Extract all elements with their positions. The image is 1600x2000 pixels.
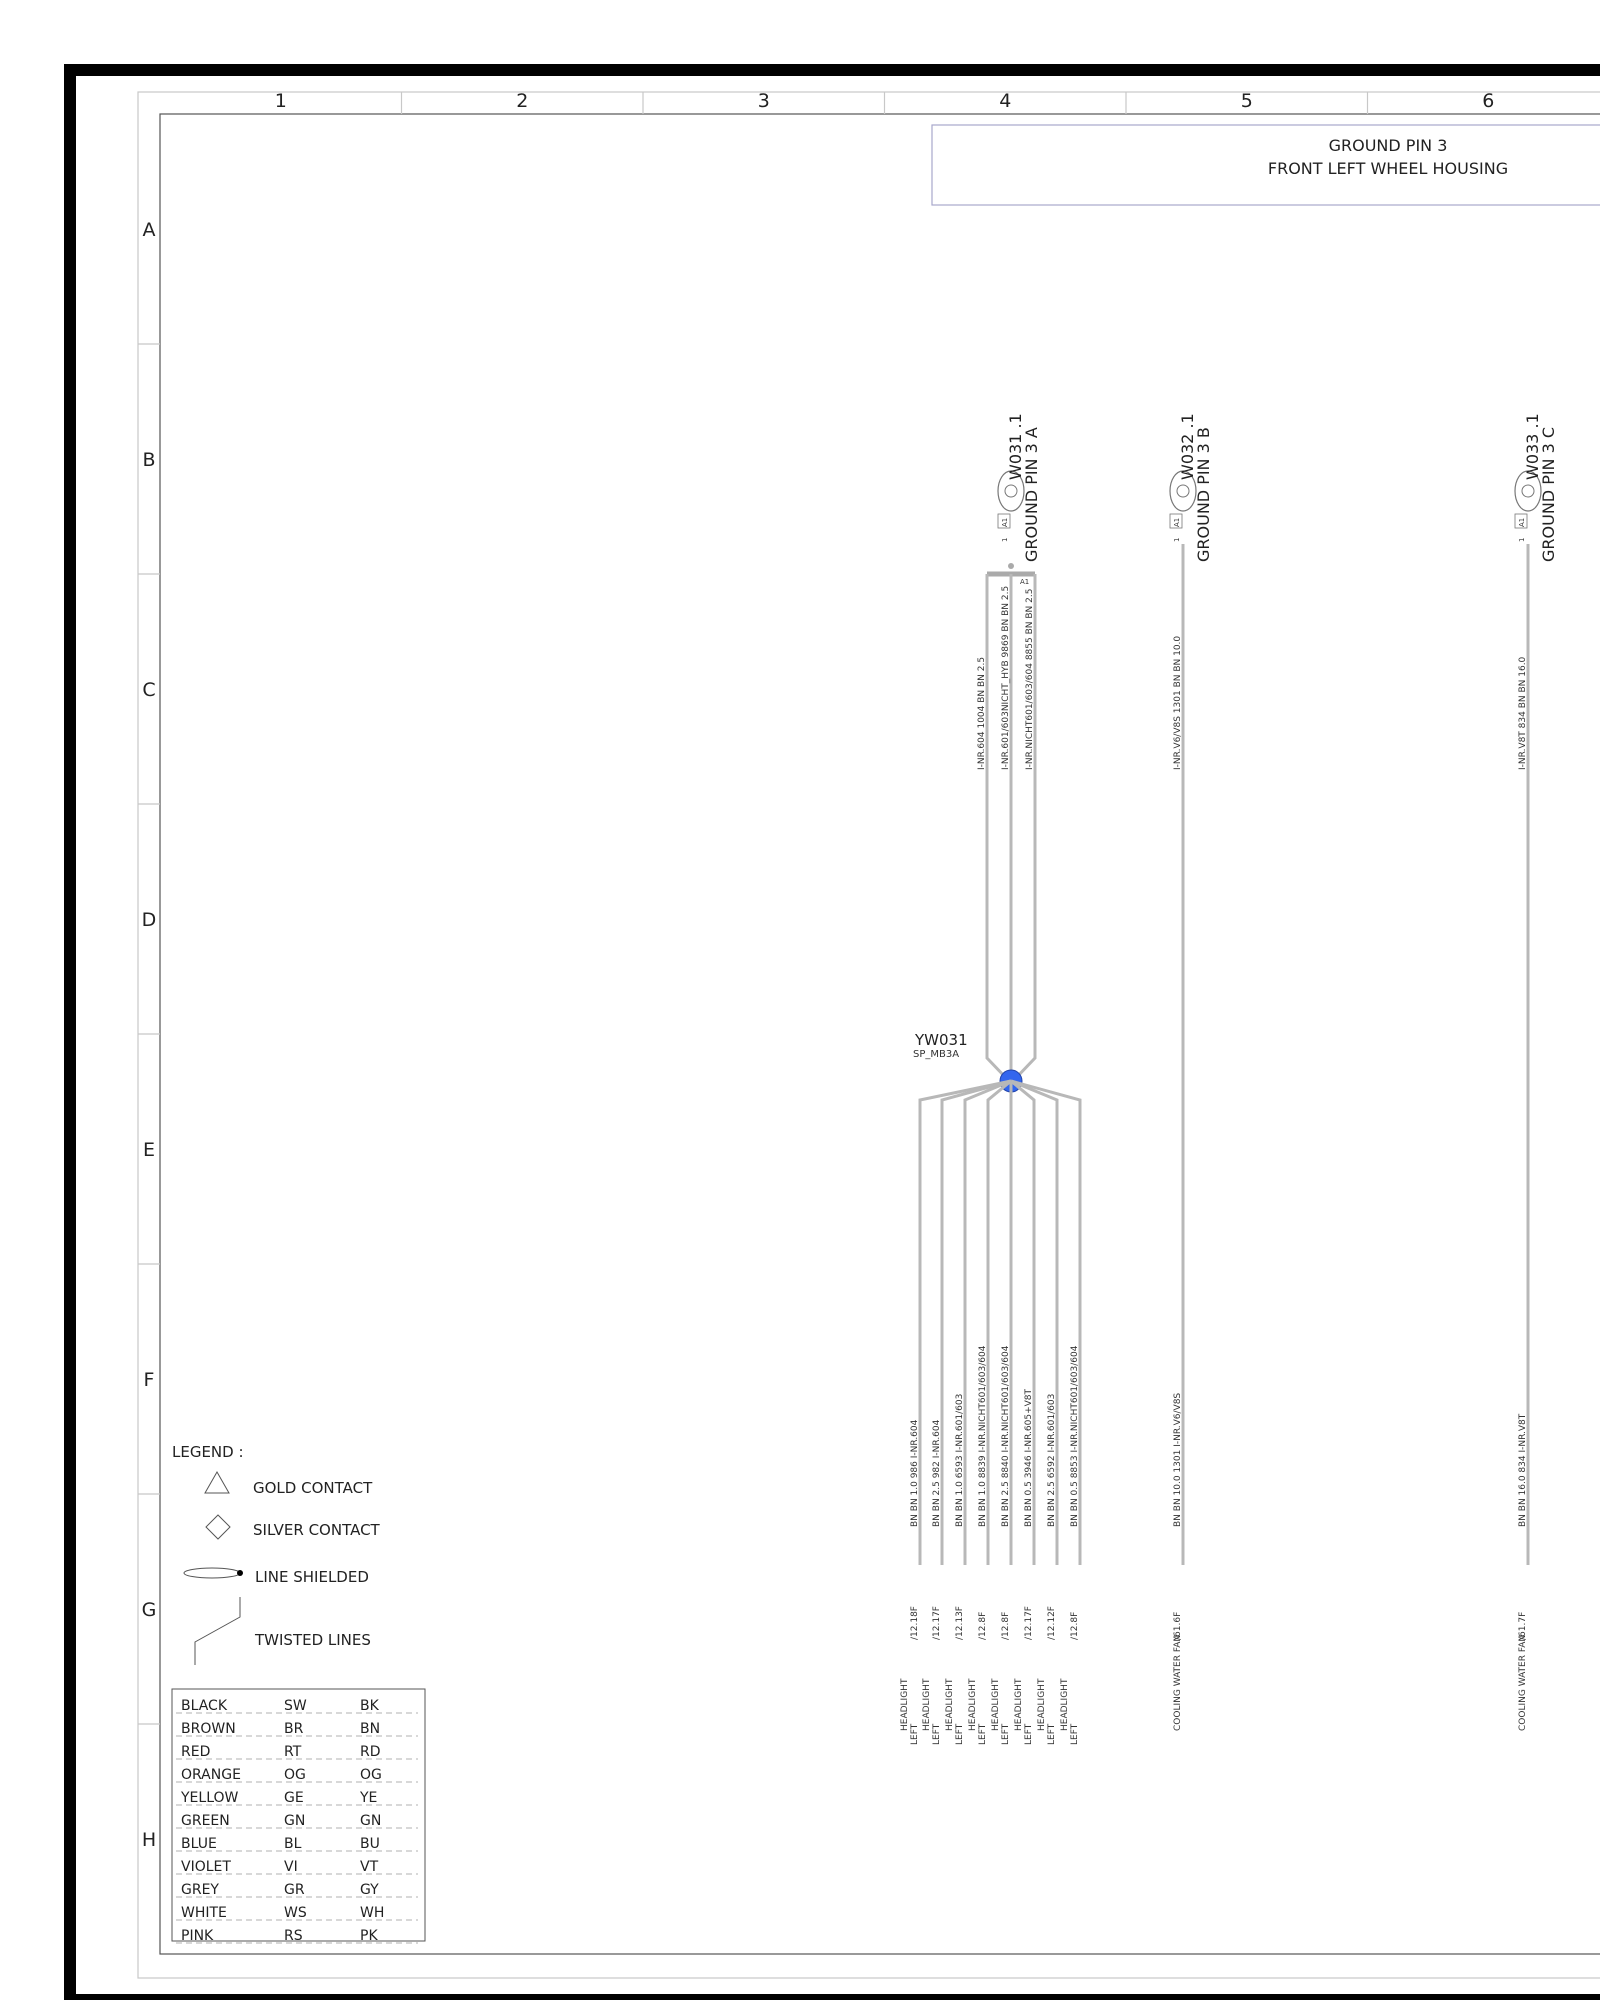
ground-name: GROUND PIN 3 A [1022,427,1041,562]
color-code-cell: GN [360,1813,382,1829]
ground-name: GROUND PIN 3 B [1194,427,1213,562]
destination-label: LEFT [910,1723,920,1745]
ground-id: W031 .1 [1006,413,1025,480]
legend-shielded: LINE SHIELDED [255,1568,369,1586]
color-code-cell: ORANGE [181,1767,241,1783]
column-label-5: 5 [1240,90,1253,112]
destination-label: HEADLIGHT [991,1678,1001,1731]
color-code-cell: BLACK [181,1698,228,1714]
lower-wire-label: BN BN 2.5 6592 I-NR.601/603 [1047,1393,1057,1527]
legend [172,1443,425,1944]
destination-label: HEADLIGHT [1014,1678,1024,1731]
drawing-frame [160,114,1600,1954]
lower-wire-label: BN BN 0.5 8853 I-NR.NICHT601/603/604 [1070,1345,1080,1527]
row-label-D: D [141,909,157,931]
color-code-cell: WH [360,1905,385,1921]
upper-wire-label: I-NR.V8T 834 BN BN 16.0 [1518,656,1528,770]
page-reference: /12.8F [1001,1611,1011,1640]
destination-label: HEADLIGHT [945,1678,955,1731]
color-code-cell: RD [360,1744,381,1760]
destination-label: LEFT [978,1723,988,1745]
row-label-E: E [142,1139,156,1161]
shielded-line-icon [184,1568,240,1578]
page-reference: /61.6F [1173,1611,1183,1640]
ground-eyelet-hole-icon [1005,485,1017,497]
color-code-cell: GY [360,1882,379,1898]
upper-wire-group [977,544,1528,1565]
color-code-cell: PINK [181,1928,214,1944]
bus-tap-dot [1008,563,1014,569]
color-code-cell: OG [284,1767,306,1783]
color-code-cell: VT [360,1859,379,1875]
column-label-2: 2 [516,90,529,112]
page-reference: /12.8F [1070,1611,1080,1640]
contact-label: A1 [1173,517,1181,527]
column-label-6: 6 [1482,90,1495,112]
color-code-cell: GREEN [181,1813,230,1829]
ground-connector [998,413,1041,562]
row-zones [138,219,160,1851]
legend-twisted: TWISTED LINES [255,1631,371,1649]
pin-number: 1 [1001,537,1009,542]
legend-silver: SILVER CONTACT [253,1521,380,1539]
row-label-F: F [143,1369,155,1391]
silver-contact-icon [206,1515,230,1539]
upper-wire-label: I-NR.V6/V8S 1301 BN BN 10.0 [1173,635,1183,770]
title-line-1: GROUND PIN 3 [1328,136,1448,155]
destination-label: HEADLIGHT [1037,1678,1047,1731]
splice-name: YW031 [915,1031,968,1049]
row-label-H: H [141,1829,157,1851]
bus-contact-label: A1 [1020,578,1030,586]
color-code-cell: BN [360,1721,381,1737]
color-code-cell: GN [284,1813,306,1829]
destination-label: LEFT [932,1723,942,1745]
pin-number: 1 [1173,537,1181,542]
ground-connector [1515,413,1558,562]
page-reference: /12.17F [1024,1606,1034,1640]
ground-connector [1170,413,1213,562]
row-label-B: B [142,449,156,471]
color-code-cell: YELLOW [181,1790,239,1806]
row-label-G: G [141,1599,157,1621]
color-code-cell: BU [360,1836,380,1852]
page-reference: /12.13F [955,1606,965,1640]
color-code-rows [176,1698,418,1944]
contact-label: A1 [1001,517,1009,527]
upper-wire-label: I-NR.601/603NICHT_HYB 9869 BN BN 2.5 [1001,585,1011,770]
ground-name: GROUND PIN 3 C [1539,426,1558,562]
upper-wire-label: I-NR.NICHT601/603/604 8855 BN BN 2.5 [1025,588,1035,770]
color-code-cell: PK [360,1928,378,1944]
destination-label: HEADLIGHT [900,1678,910,1731]
color-code-cell: VIOLET [181,1859,231,1875]
color-code-cell: OG [360,1767,382,1783]
destination-label: COOLING WATER FAN [1173,1634,1183,1731]
destination-label: LEFT [1047,1723,1057,1745]
page-reference: /12.18F [910,1606,920,1640]
color-code-cell: WHITE [181,1905,227,1921]
row-label-A: A [142,219,156,241]
shield-dot-icon [237,1570,243,1576]
color-code-cell: RS [284,1928,303,1944]
color-code-cell: SW [284,1698,307,1714]
destination-label: LEFT [955,1723,965,1745]
legend-gold: GOLD CONTACT [253,1479,373,1497]
row-label-C: C [142,679,156,701]
destination-label: LEFT [1070,1723,1080,1745]
color-code-cell: BROWN [181,1721,236,1737]
ground-id: W032 .1 [1178,413,1197,480]
destination-label: COOLING WATER FAN [1518,1634,1528,1731]
destination-label: HEADLIGHT [1060,1678,1070,1731]
color-code-cell: RT [284,1744,302,1760]
color-code-cell: VI [284,1859,298,1875]
lower-wire-label: BN BN 16.0 834 I-NR.V8T [1518,1413,1528,1527]
page-reference: /61.7F [1518,1611,1528,1640]
title-block [932,125,1600,205]
color-code-cell: WS [284,1905,307,1921]
destination-label: HEADLIGHT [968,1678,978,1731]
color-code-cell: BLUE [181,1836,217,1852]
pin-number: 1 [1518,537,1526,542]
lower-wire-label: BN BN 1.0 8839 I-NR.NICHT601/603/604 [978,1345,988,1527]
splice-subname: SP_MB3A [913,1049,960,1060]
page-reference: /12.8F [978,1611,988,1640]
color-code-cell: BK [360,1698,379,1714]
page-reference: /12.12F [1047,1606,1057,1640]
lower-wire-label: BN BN 10.0 1301 I-NR.V6/V8S [1173,1392,1183,1527]
ground-connectors [998,413,1558,562]
column-label-4: 4 [999,90,1012,112]
color-code-cell: BR [284,1721,304,1737]
zone-frame [138,92,1600,1978]
contact-label: A1 [1518,517,1526,527]
upper-wire-label: I-NR.604 1004 BN BN 2.5 [977,656,987,770]
destination-label: LEFT [1001,1723,1011,1745]
page-reference: /12.17F [932,1606,942,1640]
legend-title: LEGEND : [172,1443,244,1461]
color-code-cell: GREY [181,1882,219,1898]
lower-wire-label: BN BN 1.0 6593 I-NR.601/603 [955,1393,965,1527]
color-code-cell: GE [284,1790,304,1806]
color-code-cell: GR [284,1882,305,1898]
color-code-cell: YE [360,1790,378,1806]
title-line-2: FRONT LEFT WHEEL HOUSING [1267,159,1509,178]
column-zones [275,90,1600,114]
ground-eyelet-hole-icon [1522,485,1534,497]
lower-wire-group [900,1081,1528,1745]
color-code-cell: BL [284,1836,302,1852]
color-code-cell: RED [181,1744,211,1760]
ground-eyelet-hole-icon [1177,485,1189,497]
destination-label: HEADLIGHT [922,1678,932,1731]
lower-wire-label: BN BN 2.5 982 I-NR.604 [932,1419,942,1527]
column-label-1: 1 [274,90,287,112]
column-label-3: 3 [757,90,770,112]
gold-contact-icon [205,1472,229,1493]
lower-wire-label: BN BN 0.5 3946 I-NR.605+V8T [1024,1388,1034,1527]
lower-wire-label: BN BN 2.5 8840 I-NR.NICHT601/603/604 [1001,1345,1011,1527]
twisted-lines-icon [195,1597,240,1665]
lower-wire-label: BN BN 1.0 986 I-NR.604 [910,1419,920,1527]
destination-label: LEFT [1024,1723,1034,1745]
ground-id: W033 .1 [1523,413,1542,480]
